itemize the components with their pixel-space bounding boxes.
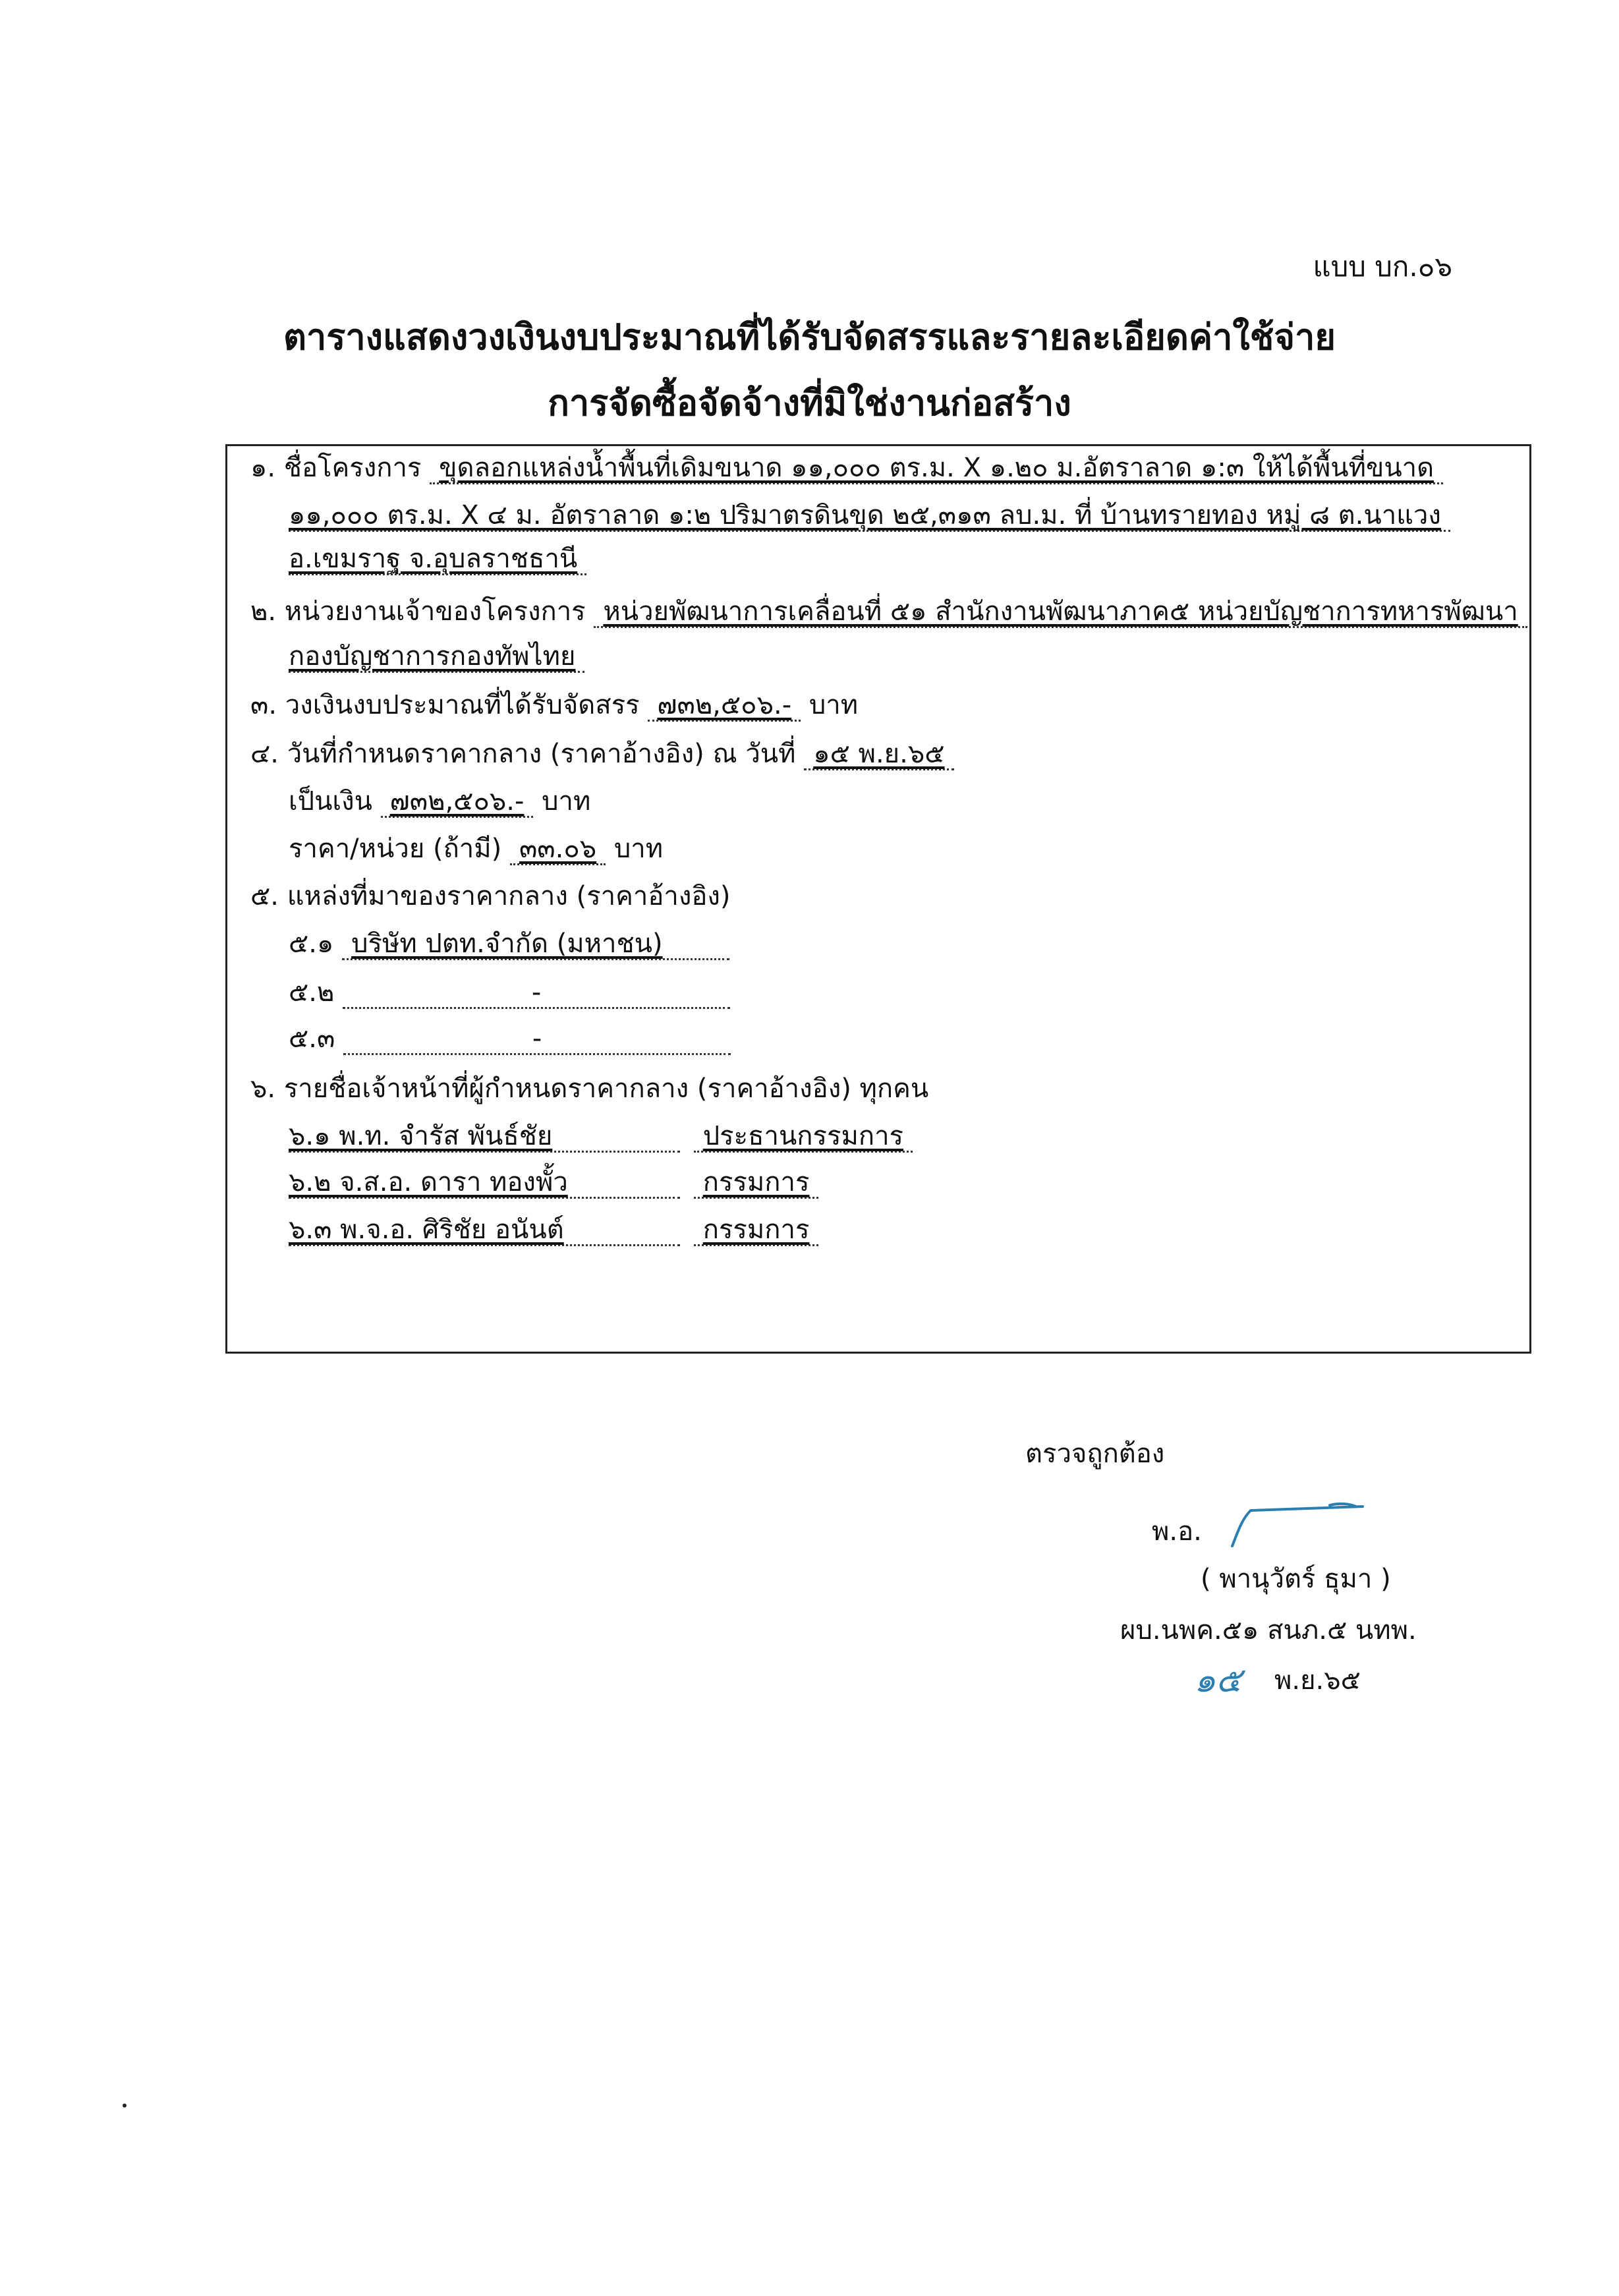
verified-label: ตรวจถูกต้อง [1025, 1439, 1165, 1469]
signer-rank: พ.อ. [1152, 1516, 1202, 1547]
owner-value-1: หน่วยพัฒนาการเคลื่อนที่ ๕๑ สำนักงานพัฒนาภาค๕ หน่วยบัญชาการทหารพัฒนา [594, 598, 1527, 628]
member-row [289, 1169, 818, 1199]
source-row [289, 1025, 731, 1055]
source-text: - [343, 979, 730, 1009]
amount-label: เป็นเงิน [289, 786, 372, 817]
handwritten-day: ๑๕ [1194, 1661, 1242, 1700]
document-title: ตารางแสดงวงเงินงบประมาณที่ได้รับจัดสรรและรายละเอียดค่าใช้จ่าย [283, 316, 1336, 358]
item-6-label: ๖. รายชื่อเจ้าหน้าที่ผู้กำหนดราคากลาง (ราคาอ้างอิง) ทุกคน [250, 1074, 929, 1104]
member-row [289, 1217, 818, 1246]
member-role: กรรมการ [694, 1169, 819, 1199]
budget-unit: บาท [809, 690, 859, 720]
budget-value: ๗๓๒,๕๐๖.- [648, 692, 801, 722]
form-code: แบบ บก.๐๖ [1313, 250, 1452, 283]
member-name: ๖.๑ พ.ท. จำรัส พันธ์ชัย [289, 1123, 680, 1153]
project-name-value-1: ขุดลอกแหล่งน้ำพื้นที่เดิมขนาด ๑๑,๐๐๐ ตร.ม. X ๑.๒๐ ม.อัตราลาด ๑:๓ ให้ได้พื้นที่ขนาด [430, 455, 1443, 484]
budget-label: ๓. วงเงินงบประมาณที่ได้รับจัดสรร [250, 690, 640, 720]
project-name-value-3: อ.เขมราฐ จ.อุบลราชธานี [289, 546, 586, 575]
owner-label: ๒. หน่วยงานเจ้าของโครงการ [250, 596, 586, 627]
source-row [289, 979, 730, 1009]
member-name: ๖.๒ จ.ส.อ. ดารา ทองพั้ว [289, 1169, 680, 1199]
source-number: ๕.๒ [289, 977, 335, 1008]
unit-price-label: ราคา/หน่วย (ถ้ามี) [289, 834, 502, 864]
source-number: ๕.๓ [289, 1023, 335, 1054]
item-2-row-2 [289, 643, 584, 673]
unit-price-value: ๓๓.๐๖ [510, 836, 606, 865]
item-1-row-3 [289, 546, 586, 575]
document-subtitle: การจัดซื้อจัดจ้างที่มิใช่งานก่อสร้าง [548, 382, 1071, 424]
signed-month-year: พ.ย.๖๕ [1274, 1665, 1361, 1696]
handwritten-signature [1224, 1500, 1376, 1553]
item-1-row-2 [289, 502, 1450, 532]
item-4-row-1 [250, 741, 954, 770]
signer-position: ผบ.นพค.๕๑ สนภ.๕ นทพ. [1120, 1615, 1417, 1646]
item-4-row-2 [289, 788, 590, 818]
member-role: กรรมการ [694, 1217, 819, 1246]
source-text: - [343, 1025, 731, 1055]
member-row [289, 1123, 913, 1153]
item-4-row-3 [289, 836, 663, 865]
item-3-row [250, 692, 858, 722]
member-name: ๖.๓ พ.จ.อ. ศิริชัย อนันต์ [289, 1217, 680, 1246]
amount-value: ๗๓๒,๕๐๖.- [381, 788, 534, 818]
unit-price-unit: บาท [613, 834, 664, 864]
item-1-row-1 [250, 455, 1443, 484]
median-date-value: ๑๕ พ.ย.๖๕ [804, 741, 953, 770]
project-name-value-2: ๑๑,๐๐๐ ตร.ม. X ๔ ม. อัตราลาด ๑:๒ ปริมาตรดินขุด ๒๕,๓๑๓ ลบ.ม. ที่ บ้านทรายทอง หมู่ ๘ ต.นาแวง [289, 502, 1450, 532]
amount-unit: บาท [542, 786, 591, 817]
median-date-label: ๔. วันที่กำหนดราคากลาง (ราคาอ้างอิง) ณ วันที่ [250, 739, 796, 769]
item-2-row-1 [250, 598, 1527, 628]
signer-name: ( พานุวัตร์ ธุมา ) [1201, 1564, 1391, 1594]
stray-dot [123, 2104, 127, 2108]
project-name-label: ๑. ชื่อโครงการ [250, 453, 422, 483]
source-number: ๕.๑ [289, 929, 334, 959]
member-role: ประธานกรรมการ [694, 1123, 913, 1153]
owner-value-2: กองบัญชาการกองทัพไทย [289, 643, 584, 673]
source-text: บริษัท ปตท.จำกัด (มหาชน) [342, 931, 729, 960]
source-row [289, 931, 729, 960]
item-5-label: ๕. แหล่งที่มาของราคากลาง (ราคาอ้างอิง) [250, 881, 731, 911]
